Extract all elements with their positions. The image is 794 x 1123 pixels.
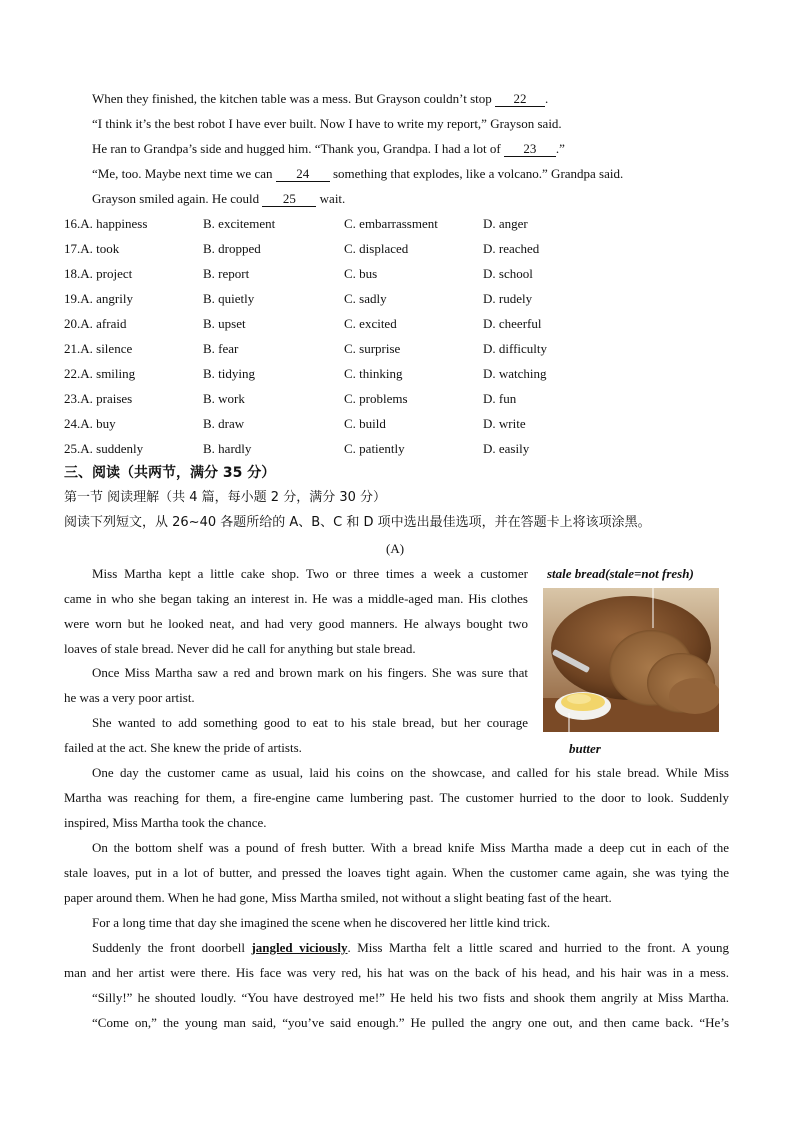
passage-text: . Miss Martha felt a little scared and hurried to the front. A young <box>347 940 729 955</box>
passage-line: On the bottom shelf was a pound of fresh butter. With a bread knife Miss Martha made a deep cut in each of the <box>92 840 729 855</box>
option-22-a: 22.A. smiling <box>64 366 136 381</box>
figure-caption-top: stale bread(stale=not fresh) <box>547 566 694 581</box>
bread-illustration <box>543 588 719 732</box>
option-19-d: D. rudely <box>483 291 533 306</box>
option-19-a: 19.A. angrily <box>64 291 133 306</box>
section-instruction: 阅读下列短文，从 26~40 各题所给的 A、B、C 和 D 项中选出最佳选项，并在答题卡上将该项涂黑。 <box>64 515 651 530</box>
story-text: . <box>545 91 549 106</box>
section-subheading: 第一节 阅读理解（共 4 篇，每小题 2 分，满分 30 分） <box>64 490 387 505</box>
passage-line: failed at the act. She knew the pride of artists. <box>64 740 302 755</box>
story-line-1 <box>92 90 548 108</box>
passage-line: he was a very poor artist. <box>64 690 195 705</box>
option-20-c: C. excited <box>344 316 397 331</box>
passage-line: “Come on,” the young man said, “you’ve said enough.” He pulled the angry one out, and then came back. “He’s <box>92 1015 729 1030</box>
option-17-d: D. reached <box>483 241 540 256</box>
story-text: wait. <box>316 191 346 206</box>
option-16-c: C. embarrassment <box>344 216 438 231</box>
option-17-c: C. displaced <box>344 241 409 256</box>
passage-line: came in who she began taking an interest in. He was a middle-aged man. His clothes <box>64 591 528 606</box>
option-16-a: 16.A. happiness <box>64 216 148 231</box>
option-24-c: C. build <box>344 416 386 431</box>
figure-caption-bottom: butter <box>569 741 601 756</box>
passage-line: loaves of stale bread. Never did he call for anything but stale bread. <box>64 641 416 656</box>
option-25-b: B. hardly <box>203 441 252 456</box>
passage-line: For a long time that day she imagined the scene when he discovered her little kind trick. <box>92 915 551 930</box>
option-22-d: D. watching <box>483 366 547 381</box>
option-25-a: 25.A. suddenly <box>64 441 144 456</box>
option-16-b: B. excitement <box>203 216 276 231</box>
blank-25: 25 <box>262 192 316 207</box>
option-20-a: 20.A. afraid <box>64 316 127 331</box>
stale-bread-photo <box>543 588 719 732</box>
option-21-a: 21.A. silence <box>64 341 133 356</box>
option-22-c: C. thinking <box>344 366 403 381</box>
section-heading: 三、阅读（共两节，满分 35 分） <box>64 465 276 481</box>
passage-line: were worn but he looked neat, and had very good manners. He always bought two <box>64 616 528 631</box>
passage-line: Miss Martha kept a little cake shop. Two or three times a week a customer <box>92 566 528 581</box>
story-text: something that explodes, like a volcano.” Grandpa said. <box>329 166 624 181</box>
option-17-a: 17.A. took <box>64 241 120 256</box>
story-line-3 <box>92 140 565 158</box>
story-text: When they finished, the kitchen table was a mess. But Grayson couldn’t stop <box>92 91 496 106</box>
story-text: He ran to Grandpa’s side and hugged him. “Thank you, Grandpa. I had a lot of <box>92 141 504 156</box>
option-18-d: D. school <box>483 266 533 281</box>
option-20-d: D. cheerful <box>483 316 542 331</box>
option-19-b: B. quietly <box>203 291 255 306</box>
passage-line: inspired, Miss Martha took the chance. <box>64 815 267 830</box>
story-text: “Me, too. Maybe next time we can <box>92 166 276 181</box>
option-24-d: D. write <box>483 416 526 431</box>
option-21-d: D. difficulty <box>483 341 548 356</box>
option-21-c: C. surprise <box>344 341 401 356</box>
passage-line: Once Miss Martha saw a red and brown mark on his fingers. She was sure that <box>92 665 528 680</box>
option-18-a: 18.A. project <box>64 266 133 281</box>
option-23-a: 23.A. praises <box>64 391 133 406</box>
blank-23: 23 <box>504 142 556 157</box>
story-line-5 <box>92 190 345 208</box>
passage-line: paper around them. When he had gone, Miss Martha smiled, not without a slight beating fast of the heart. <box>64 890 612 905</box>
passage-line: stale loaves, put in a lot of butter, and pressed the loaves tight again. When the customer came again, she was tying the <box>64 865 729 880</box>
passage-line: “Silly!” he shouted loudly. “You have destroyed me!” He held his two fists and shook them angrily at Miss Martha. <box>92 990 729 1005</box>
option-25-d: D. easily <box>483 441 530 456</box>
blank-22: 22 <box>495 92 545 107</box>
passage-line: She wanted to add something good to eat to his stale bread, but her courage <box>92 715 528 730</box>
story-text: .” <box>555 141 565 156</box>
option-19-c: C. sadly <box>344 291 387 306</box>
story-line-2: “I think it’s the best robot I have ever built. Now I have to write my report,” Grayson said. <box>92 116 562 131</box>
option-24-a: 24.A. buy <box>64 416 116 431</box>
passage-line: One day the customer came as usual, laid his coins on the showcase, and called for his stale bread. While Miss <box>92 765 729 780</box>
option-23-b: B. work <box>203 391 245 406</box>
story-text: Grayson smiled again. He could <box>92 191 263 206</box>
passage-label: (A) <box>386 541 405 556</box>
option-23-c: C. problems <box>344 391 408 406</box>
passage-text: Suddenly the front doorbell <box>92 940 252 955</box>
passage-line: man and her artist were there. His face was very red, his hat was on the back of his head, and his hair was in a mess. <box>64 965 729 980</box>
underlined-phrase: jangled viciously <box>251 940 348 955</box>
option-18-b: B. report <box>203 266 250 281</box>
option-22-b: B. tidying <box>203 366 256 381</box>
passage-line: Martha was reaching for them, a fire-engine came lumbering past. The customer hurried to the door to look. Suddenly <box>64 790 729 805</box>
option-24-b: B. draw <box>203 416 245 431</box>
option-18-c: C. bus <box>344 266 378 281</box>
passage-line <box>92 939 729 957</box>
option-23-d: D. fun <box>483 391 517 406</box>
option-17-b: B. dropped <box>203 241 261 256</box>
option-16-d: D. anger <box>483 216 528 231</box>
option-20-b: B. upset <box>203 316 246 331</box>
option-21-b: B. fear <box>203 341 239 356</box>
blank-24: 24 <box>276 167 330 182</box>
option-25-c: C. patiently <box>344 441 405 456</box>
story-line-4 <box>92 165 623 183</box>
